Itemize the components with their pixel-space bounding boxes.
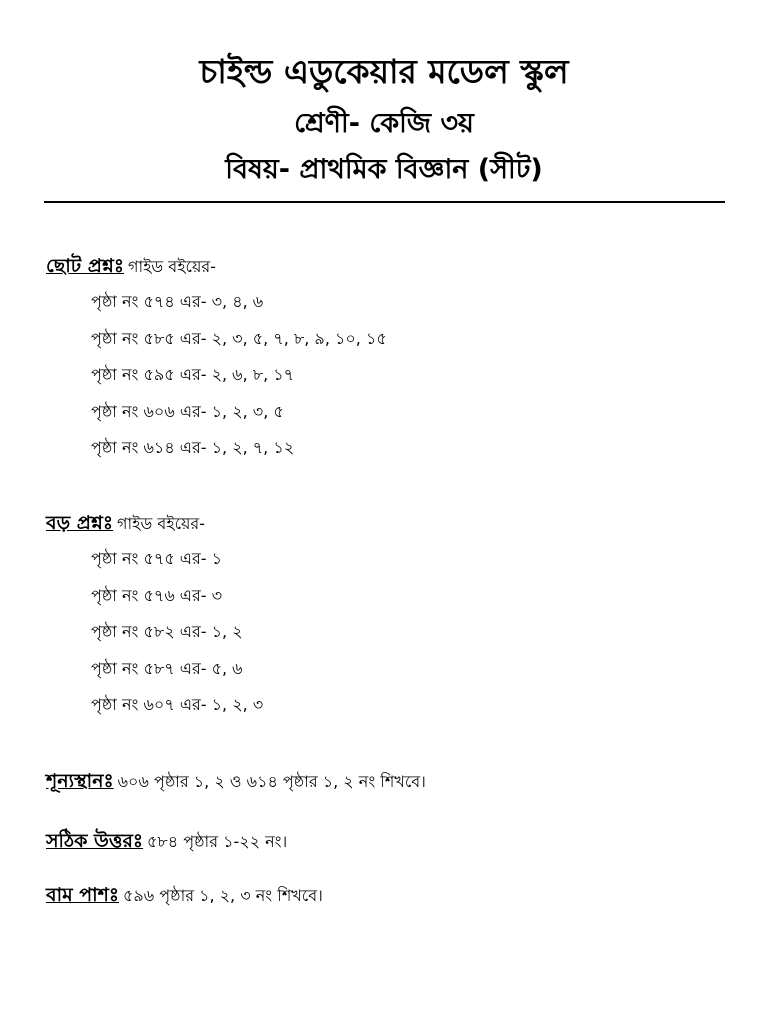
correct-answer-heading: সঠিক উত্তরঃ <box>46 830 144 852</box>
header-divider <box>44 201 725 203</box>
long-question-item: পৃষ্ঠা নং ৫৭৬ এর- ৩ <box>91 585 223 605</box>
fill-in-blanks-heading: শূন্যস্থানঃ <box>46 770 114 792</box>
short-questions-heading-row <box>46 248 726 284</box>
long-questions-heading-row <box>46 505 726 541</box>
short-questions-section <box>46 248 726 467</box>
short-question-item: পৃষ্ঠা নং ৬০৬ এর- ১, ২, ৩, ৫ <box>91 401 284 421</box>
long-question-item: পৃষ্ঠা নং ৫৮৭ এর- ৫, ৬ <box>91 658 243 678</box>
subject-line: বিষয়- প্রাথমিক বিজ্ঞান (সীট) <box>225 154 543 185</box>
short-questions-heading: ছোট প্রশ্নঃ <box>46 255 124 277</box>
long-question-item: পৃষ্ঠা নং ৫৭৫ এর- ১ <box>91 549 223 568</box>
short-question-item: পৃষ্ঠা নং ৫৯৫ এর- ২, ৬, ৮, ১৭ <box>91 365 295 384</box>
short-question-item: পৃষ্ঠা নং ৫৭৪ এর- ৩, ৪, ৬ <box>91 292 264 311</box>
long-question-item: পৃষ্ঠা নং ৫৮২ এর- ১, ২ <box>91 622 243 641</box>
long-question-item: পৃষ্ঠা নং ৬০৭ এর- ১, ২, ৩ <box>91 695 264 714</box>
fill-in-blanks-text: ৬০৬ পৃষ্ঠার ১, ২ ও ৬১৪ পৃষ্ঠার ১, ২ নং শিখবে। <box>117 772 426 791</box>
left-side-text: ৫৯৬ পৃষ্ঠার ১, ২, ৩ নং শিখবে। <box>123 886 323 905</box>
long-questions-source: গাইড বইয়ের- <box>117 514 205 533</box>
correct-answer-row <box>46 822 726 860</box>
school-name: চাইল্ড এডুকেয়ার মডেল স্কুল <box>199 52 569 91</box>
left-side-heading: বাম পাশঃ <box>46 884 120 906</box>
left-side-row <box>46 876 726 914</box>
fill-in-blanks-row <box>46 762 726 800</box>
short-question-item: পৃষ্ঠা নং ৫৮৫ এর- ২, ৩, ৫, ৭, ৮, ৯, ১০, ১৫ <box>91 328 387 348</box>
correct-answer-text: ৫৮৪ পৃষ্ঠার ১-২২ নং। <box>147 832 288 851</box>
document-header <box>0 48 768 190</box>
class-line: শ্রেণী- কেজি ৩য় <box>294 108 474 139</box>
long-questions-heading: বড় প্রশ্নঃ <box>46 512 114 534</box>
short-questions-source: গাইড বইয়ের- <box>127 257 216 276</box>
short-question-item: পৃষ্ঠা নং ৬১৪ এর- ১, ২, ৭, ১২ <box>91 438 295 457</box>
long-questions-section <box>46 505 726 724</box>
